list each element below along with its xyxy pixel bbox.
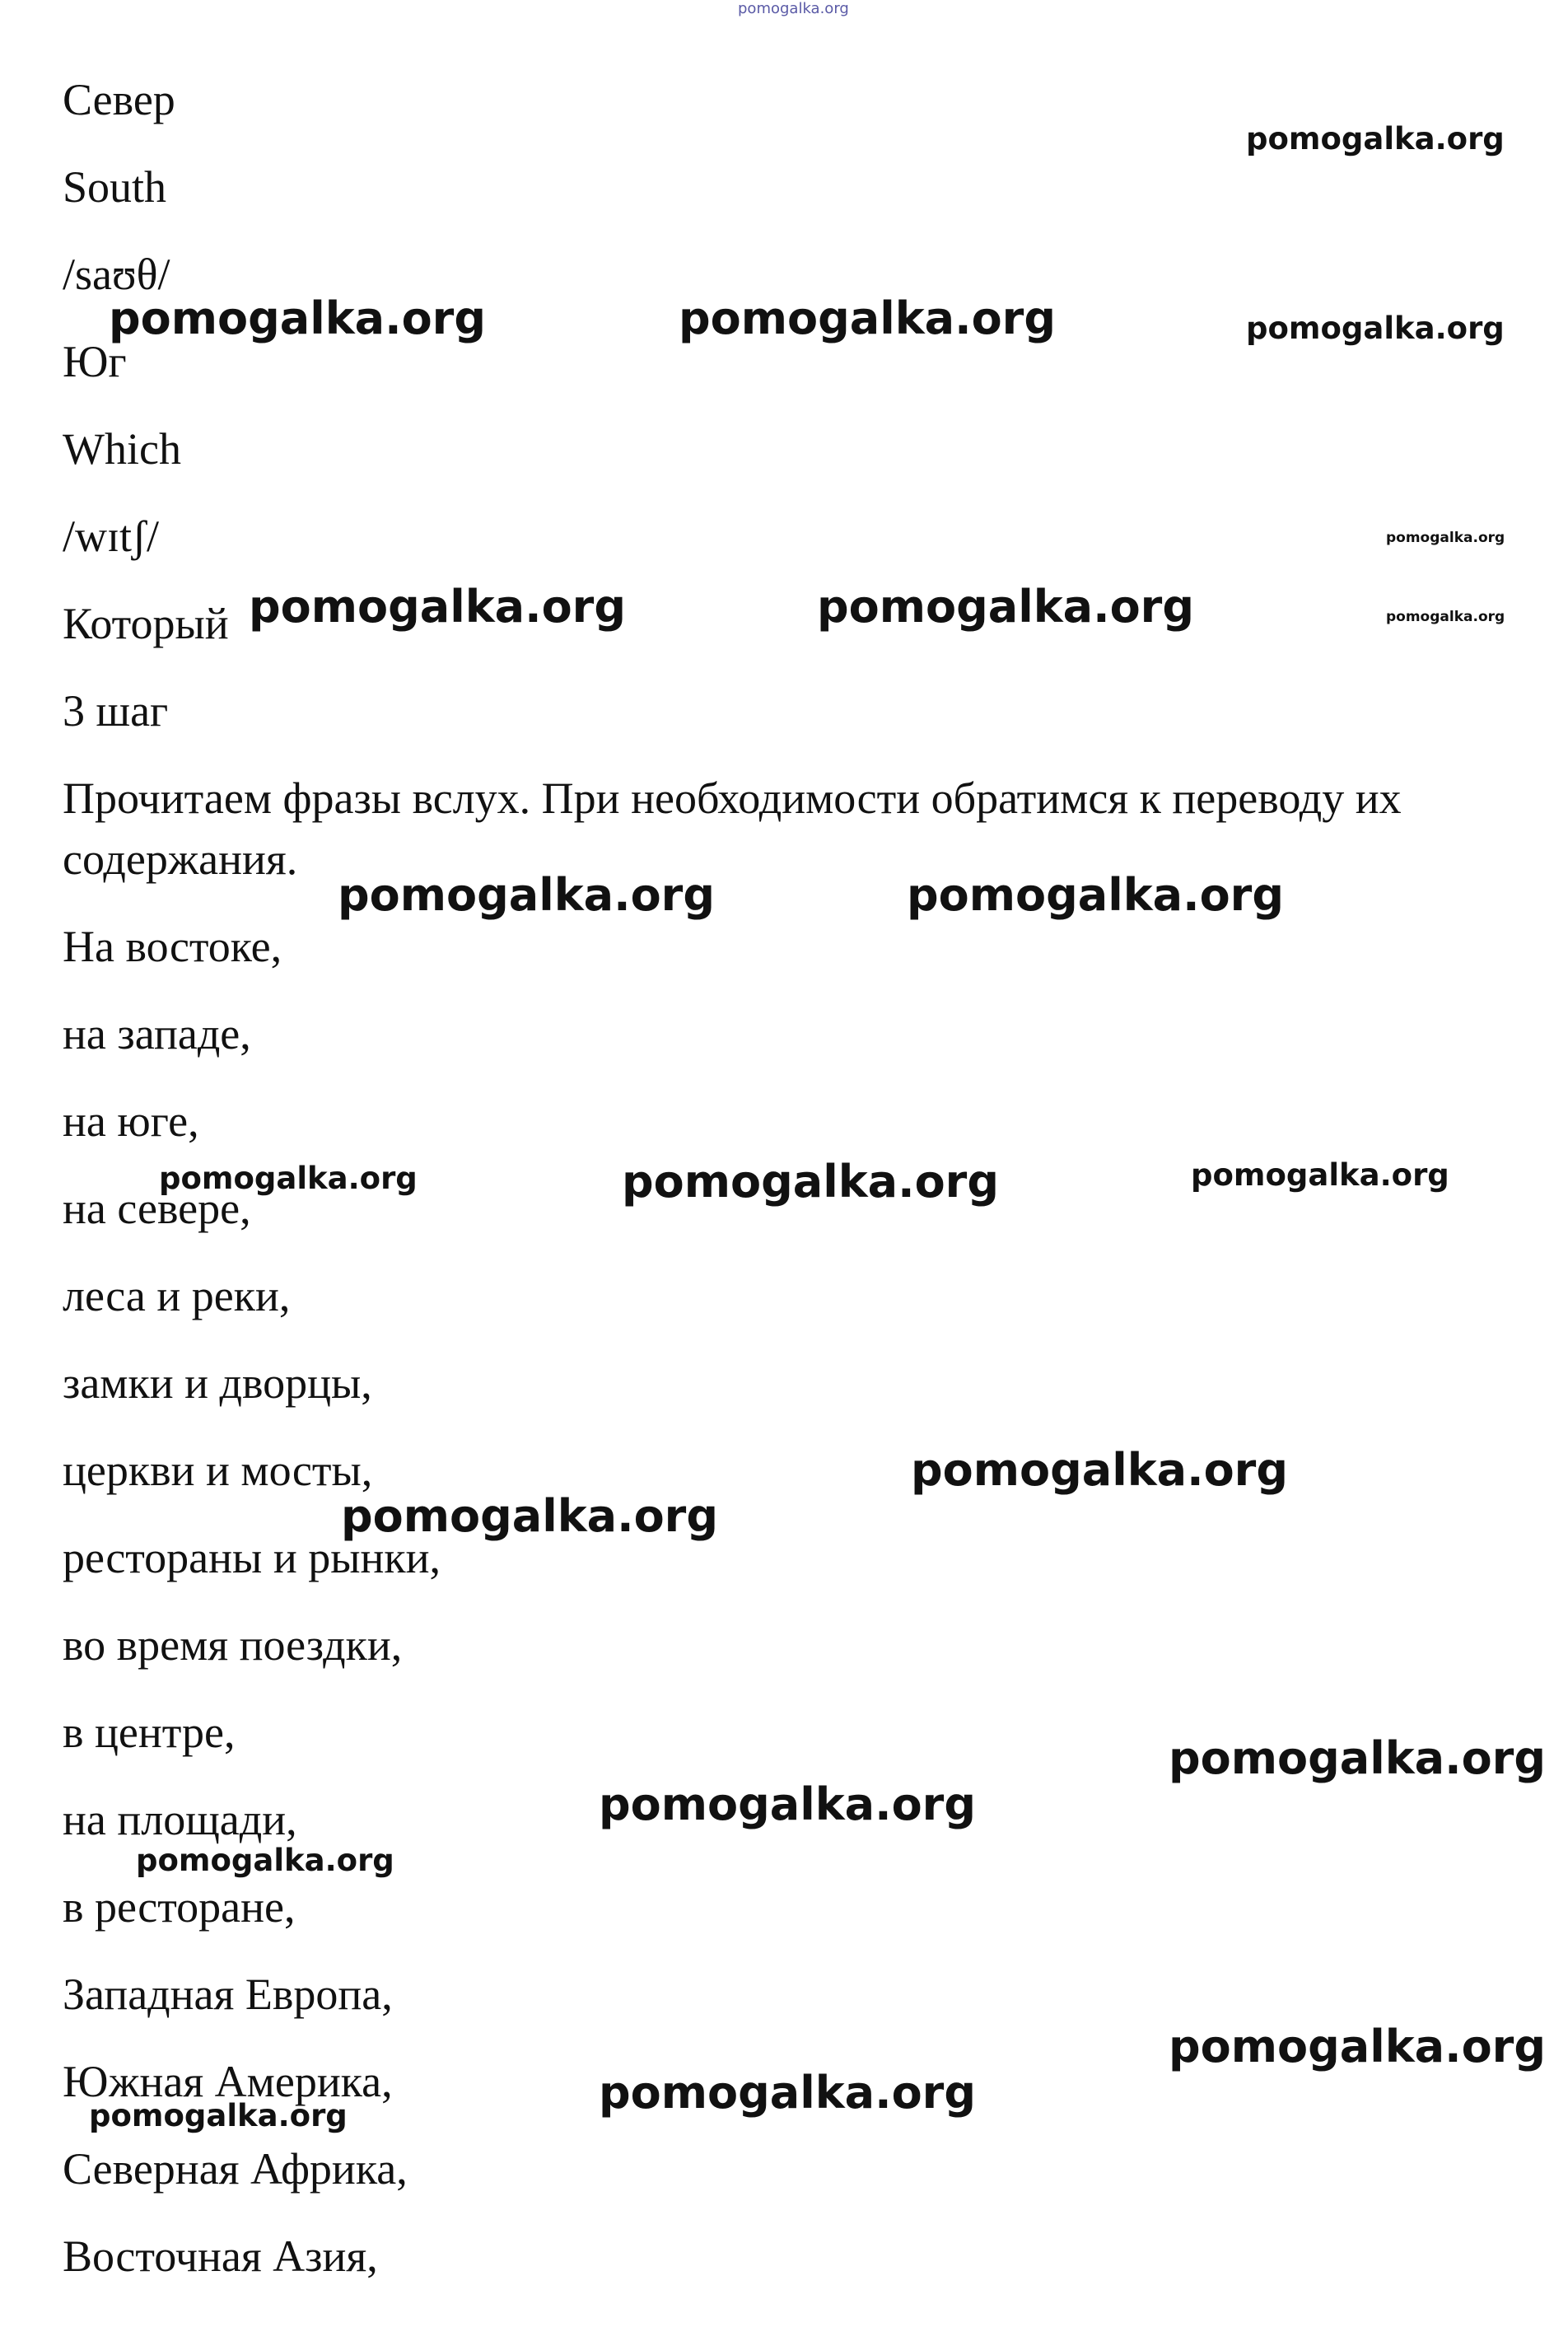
watermark: pomogalka.org bbox=[249, 581, 626, 633]
watermark: pomogalka.org bbox=[89, 2098, 348, 2133]
word-line: Which bbox=[63, 424, 181, 474]
phrase-line: Южная Америка, bbox=[63, 2057, 393, 2106]
phrase-line: на юге, bbox=[63, 1096, 199, 1146]
watermark: pomogalka.org bbox=[159, 1161, 418, 1196]
word-line: Север bbox=[63, 75, 175, 124]
phrase-line: Восточная Азия, bbox=[63, 2231, 378, 2281]
step-heading: 3 шаг bbox=[63, 686, 169, 736]
watermark: pomogalka.org bbox=[1386, 609, 1505, 625]
phrase-line: во время поездки, bbox=[63, 1620, 403, 1670]
header-watermark: pomogalka.org bbox=[738, 0, 849, 17]
word-line: Который bbox=[63, 599, 229, 648]
watermark: pomogalka.org bbox=[622, 1156, 999, 1208]
transcription-line: /wɪtʃ/ bbox=[63, 512, 159, 561]
watermark: pomogalka.org bbox=[1191, 1157, 1449, 1193]
phrase-line: на площади, bbox=[63, 1795, 297, 1844]
watermark: pomogalka.org bbox=[1169, 2021, 1546, 2072]
phrase-line: в центре, bbox=[63, 1708, 236, 1757]
watermark: pomogalka.org bbox=[907, 869, 1284, 921]
watermark: pomogalka.org bbox=[599, 1778, 976, 1830]
watermark: pomogalka.org bbox=[817, 581, 1194, 633]
phrase-line: церкви и мосты, bbox=[63, 1446, 373, 1495]
watermark: pomogalka.org bbox=[1169, 1732, 1546, 1784]
phrase-line: леса и реки, bbox=[63, 1271, 291, 1320]
watermark: pomogalka.org bbox=[1246, 121, 1505, 157]
watermark: pomogalka.org bbox=[599, 2067, 976, 2119]
phrase-line: рестораны и рынки, bbox=[63, 1533, 441, 1582]
phrase-line: Западная Европа, bbox=[63, 1970, 393, 2019]
transcription-line: /saʊθ/ bbox=[63, 250, 170, 299]
phrase-line: Северная Африка, bbox=[63, 2144, 408, 2194]
phrase-line: в ресторане, bbox=[63, 1882, 296, 1932]
phrase-line: на севере, bbox=[63, 1184, 251, 1233]
watermark: pomogalka.org bbox=[911, 1444, 1288, 1496]
watermark: pomogalka.org bbox=[109, 292, 486, 344]
phrase-line: На востоке, bbox=[63, 922, 282, 971]
watermark: pomogalka.org bbox=[338, 869, 715, 921]
phrase-line: замки и дворцы, bbox=[63, 1358, 372, 1408]
watermark: pomogalka.org bbox=[1246, 311, 1505, 346]
watermark: pomogalka.org bbox=[136, 1843, 394, 1878]
watermark: pomogalka.org bbox=[341, 1490, 718, 1542]
word-line: South bbox=[63, 162, 167, 212]
watermark: pomogalka.org bbox=[1386, 530, 1505, 546]
phrase-line: на западе, bbox=[63, 1009, 251, 1058]
instruction-paragraph: Прочитаем фразы вслух. При необходимости обратимся к переводу их содержания. bbox=[63, 773, 1402, 884]
word-line: Юг bbox=[63, 337, 127, 386]
watermark: pomogalka.org bbox=[679, 292, 1056, 344]
